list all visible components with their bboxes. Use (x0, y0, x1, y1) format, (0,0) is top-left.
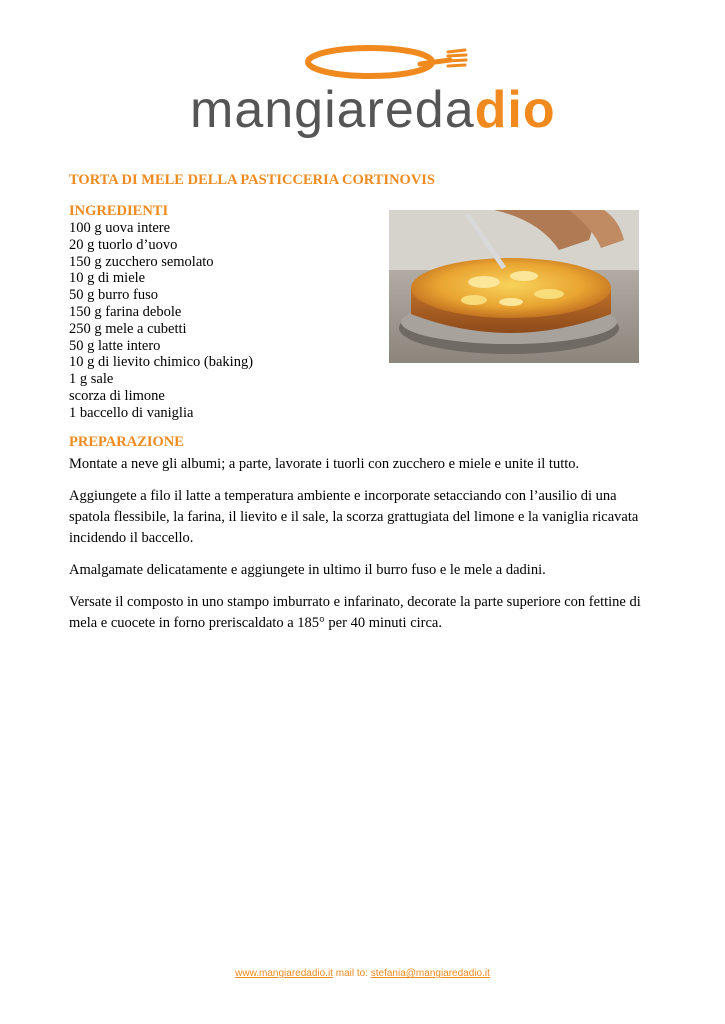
preparation-heading: PREPARAZIONE (69, 434, 184, 450)
mail-label: mail to: (335, 968, 368, 979)
ingredient-item: 100 g uova intere (69, 220, 171, 236)
ingredients-list (69, 220, 253, 422)
logo-text-main: mangiareda (190, 81, 475, 139)
preparation-paragraph: Amalgamate delicatamente e aggiungete in ultimo il burro fuso e le mele a dadini. (69, 562, 546, 578)
ingredient-item: 20 g tuorlo d’uovo (69, 236, 178, 253)
site-logo (190, 38, 556, 139)
preparation-text (69, 454, 654, 645)
ingredient-item: scorza di limone (69, 387, 165, 404)
ingredient-item: 50 g latte intero (69, 337, 161, 354)
ingredient-item: 10 g di lievito chimico (baking) (69, 354, 254, 371)
logo-text-accent: dio (474, 81, 556, 139)
preparation-paragraph: Montate a neve gli albumi; a parte, lavorate i tuorli con zucchero e miele e unite il tutto. (69, 456, 580, 472)
ingredient-item: 10 g di miele (69, 270, 146, 287)
recipe-title: TORTA DI MELE DELLA PASTICCERIA CORTINOVIS (69, 172, 435, 188)
ingredient-item: 1 g sale (69, 371, 114, 388)
email-link[interactable]: stefania@mangiaredadio.it (370, 968, 490, 979)
ingredient-item: 150 g farina debole (69, 303, 182, 320)
preparation-paragraph: Aggiungete a filo il latte a temperatura ambiente e incorporate setacciando con l’ausilio di una spatola flessibile, la farina, il lievito e il sale, la scorza grattugiata del limone e la vaniglia ricavata incidendo il baccello. (69, 488, 639, 546)
page-footer (0, 968, 725, 979)
apple-cake-photo (389, 210, 639, 363)
ingredients-heading: INGREDIENTI (69, 203, 169, 219)
ingredient-item: 1 baccello di vaniglia (69, 404, 194, 421)
preparation-paragraph: Versate il composto in uno stampo imburrato e infarinato, decorate la parte superiore con fettine di mela e cuocete in forno preriscaldato a 185° per 40 minuti circa. (69, 594, 641, 631)
ingredient-item: 50 g burro fuso (69, 287, 159, 304)
ingredient-item: 150 g zucchero semolato (69, 253, 214, 270)
ingredient-item: 250 g mele a cubetti (69, 320, 187, 337)
logo-wordmark (190, 80, 556, 140)
site-link[interactable]: www.mangiaredadio.it (235, 968, 333, 979)
